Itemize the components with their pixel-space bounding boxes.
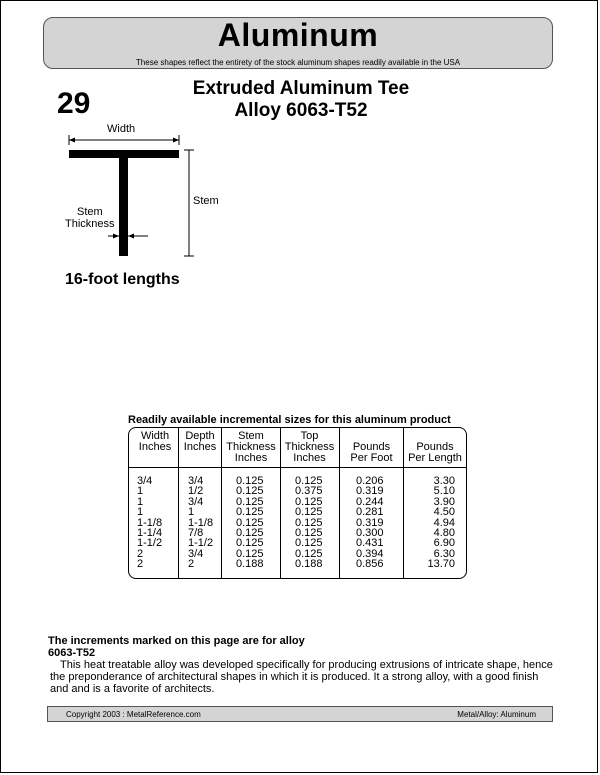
stem-thickness-label-line2: Thickness [65,218,115,230]
table-cell: 1-1/2 [188,537,214,550]
header-line: Inches [293,452,326,464]
stem-thickness-label-line1: Stem [77,206,103,218]
header-line: Depth [185,430,215,442]
table-cell: 3/4 [188,475,204,487]
table-cell: 0.856 [356,558,384,571]
header-line: Inches [138,441,172,453]
column-depth [180,428,220,578]
table-cell: 0.125 [295,506,323,519]
table-cell: 0.188 [295,558,323,571]
table-cell: 5.10 [433,485,455,498]
tee-diagram-drawing [56,119,216,259]
column-pounds-per-foot [340,428,403,578]
table-cell: 0.125 [236,526,264,539]
header-line: Top [300,430,319,442]
header-line: Inches [234,452,268,464]
table-cell: 0.125 [295,475,323,487]
table-cell: 2 [188,558,195,571]
table-cell: 3.90 [433,495,455,508]
table-cell: 1/2 [188,485,204,498]
table-cell: 0.125 [295,537,323,550]
table-cell: 0.125 [295,495,323,508]
table-cell: 6.30 [433,547,455,560]
table-cell: 1-1/8 [188,516,214,529]
table-cell: 7/8 [188,526,204,539]
table-cell: 0.394 [356,547,384,560]
column-cells [404,476,466,570]
table-cell: 0.300 [356,526,384,539]
header-line: Stem [238,430,264,442]
header-line: Pounds [352,441,391,453]
copyright-text: Copyright 2003 : MetalReference.com [66,710,201,719]
table-cell: 1 [137,485,144,498]
header-line: Per Length [408,452,462,464]
table-cell: 0.125 [236,506,264,519]
table-caption: Readily available incremental sizes for this aluminum product [128,414,451,426]
table-cell: 3/4 [137,475,153,487]
table-cell: 1 [137,506,144,519]
table-cell: 0.125 [295,547,323,560]
column-header [180,431,220,453]
table-cell: 2 [137,547,144,560]
table-cell: 0.125 [295,526,323,539]
column-divider [178,428,179,578]
table-cell: 1 [137,495,144,508]
column-header [222,431,280,464]
table-cell: 4.80 [433,526,455,539]
table-cell: 0.206 [356,475,384,487]
header-line: Width [140,430,170,442]
header-line: Per Foot [350,452,393,464]
column-header [133,431,177,453]
table-cell: 3/4 [188,547,204,560]
table-cell: 0.319 [356,516,384,529]
table-cell: 0.431 [356,537,384,550]
tee-profile-icon [56,119,219,264]
table-cell: 0.319 [356,485,384,498]
sizes-table [128,427,467,579]
table-cell: 1-1/8 [137,516,163,529]
header-line: Thickness [284,441,335,453]
product-title-line2: Alloy 6063-T52 [234,100,368,121]
product-title-line1: Extruded Aluminum Tee [192,78,410,99]
table-cell: 13.70 [427,558,455,571]
page-subtitle: These shapes reflect the entirety of the stock aluminum shapes readily available in the USA [135,58,461,67]
header-line: Pounds [416,441,454,453]
alloy-note-heading: The increments marked on this page are for alloy [48,635,305,647]
header-line: Thickness [226,441,276,453]
width-label: Width [107,123,136,135]
table-cell: 0.125 [295,516,323,529]
table-cell: 2 [137,558,144,571]
column-header [281,431,338,464]
table-cell: 1 [188,506,195,519]
table-cell: 4.94 [433,516,455,529]
table-cell: 0.375 [295,485,323,498]
column-header [404,442,466,464]
category-text: Metal/Alloy: Aluminum [457,710,536,719]
alloy-description: This heat treatable alloy was developed specifically for producing extrusions of intricate shape, hence the preponderance of architectural shapes in which it is produced. It a strong alloy, with a good finish and and is a favorite of architects. [50,659,553,695]
table-cell: 0.125 [236,547,264,560]
alloy-name: 6063-T52 [48,647,96,659]
column-cells [133,476,181,570]
table-cell: 0.125 [236,537,264,550]
page-title: Aluminum [217,17,379,53]
table-cell: 4.50 [433,506,455,519]
title-banner [43,17,553,69]
table-cell: 3/4 [188,495,204,508]
table-cell: 0.188 [236,558,264,571]
column-header [340,442,403,464]
table-cell: 0.125 [236,475,264,487]
table-cell: 1-1/2 [137,537,163,550]
lengths-note: 16-foot lengths [65,271,180,288]
table-cell: 0.125 [236,516,264,529]
stem-label: Stem [193,195,219,207]
table-cell: 6.90 [433,537,455,550]
header-line: Inches [183,441,217,453]
column-stem-thickness [222,428,280,578]
table-cell: 0.125 [236,495,264,508]
table-cell: 0.244 [356,495,384,508]
footer-bar [47,706,553,722]
item-number: 29 [57,87,91,120]
column-width [133,428,177,578]
table-cell: 3.30 [433,475,455,487]
table-cell: 0.281 [356,506,384,519]
column-top-thickness [281,428,338,578]
table-cell: 1-1/4 [137,526,163,539]
alloy-note [48,635,558,695]
column-pounds-per-length [404,428,466,578]
table-cell: 0.125 [236,485,264,498]
